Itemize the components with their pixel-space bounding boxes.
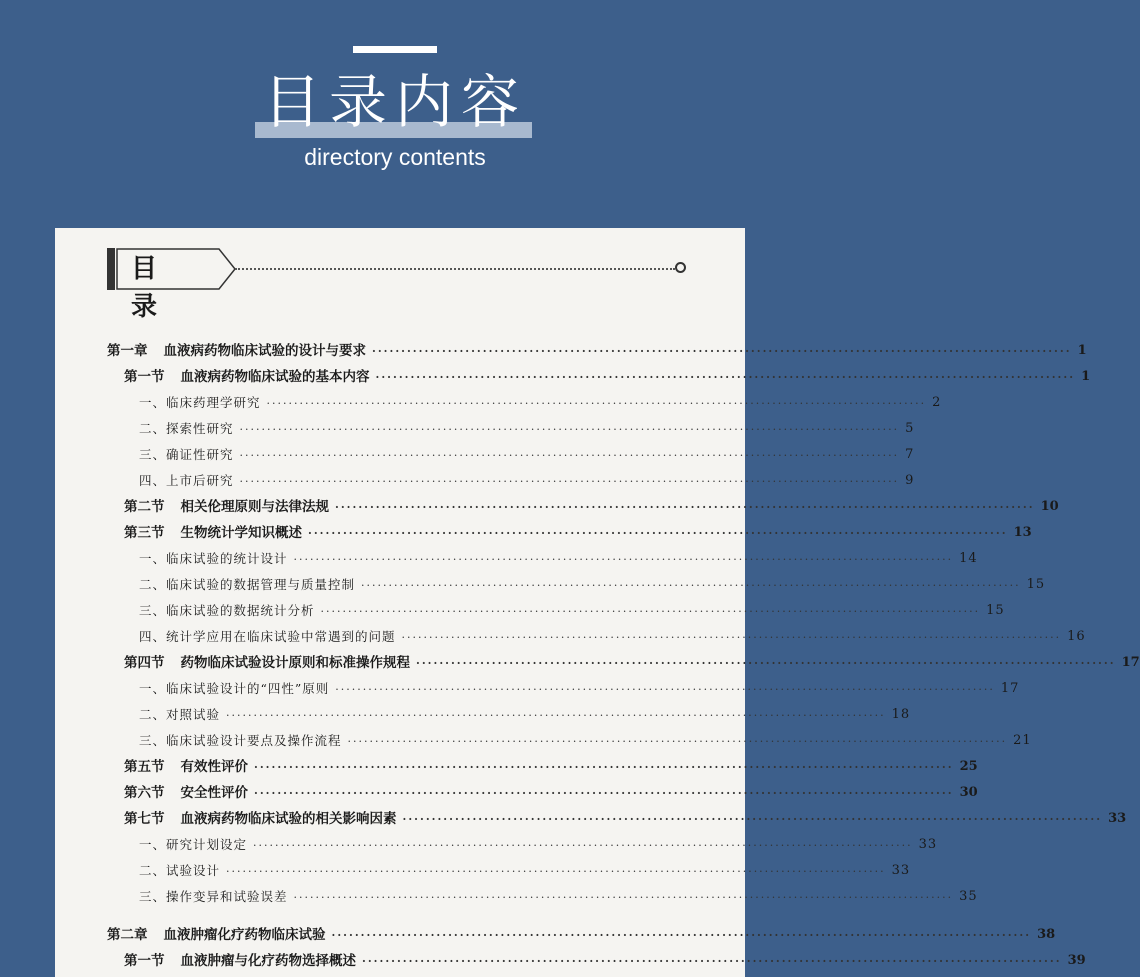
toc-entry-section[interactable] [124,366,1091,388]
toc-heading-box [107,248,235,322]
toc-entry-number: 第二章 [107,927,148,943]
toc-entry-title: 二、探索性研究 [139,421,234,436]
toc-leader-dots: ························································································································ [402,813,1103,826]
toc-entry-section[interactable] [124,652,1140,674]
toc-page-number: 15 [986,603,1005,618]
toc-leader-dots: ························································································································ [375,371,1076,384]
toc-entry-title: 二、试验设计 [139,863,221,878]
toc-entry-label [124,496,329,518]
toc-page-number: 5 [905,421,915,436]
toc-entry-label [124,756,248,778]
toc-page-number: 9 [905,473,915,488]
toc-page-number: 10 [1040,499,1059,514]
toc-entry-title: 一、临床试验设计的“四性”原则 [139,681,330,696]
toc-entry-title: 药物临床试验设计原则和标准操作规程 [180,655,410,671]
toc-leader-dots: ························································································································ [401,631,1062,644]
toc-entry-section[interactable] [124,808,1127,830]
toc-page-number: 21 [1013,733,1032,748]
toc-entry-sub[interactable] [139,834,938,856]
toc-entry-title: 安全性评价 [180,785,248,801]
toc-entry-title: 四、上市后研究 [139,473,234,488]
toc-leader-dots: ························································································································ [416,657,1116,670]
toc-page-number: 1 [1077,343,1087,358]
toc-entry-number: 第一节 [124,369,165,385]
toc-entry-sub[interactable] [139,860,911,882]
toc-page-number: 33 [891,863,911,878]
toc-page-number: 30 [959,785,978,800]
toc-entry-sub[interactable] [139,886,978,908]
page-subtitle: directory contents [304,144,486,170]
toc-entry-sub[interactable] [139,574,1046,596]
toc-entry-title: 血液病药物临床试验的设计与要求 [163,343,366,359]
toc-leader-dots: ························································································································ [372,345,1072,358]
toc-entry-sub[interactable] [139,626,1086,648]
toc-heading: 目 录 [131,254,180,322]
toc-entry-label [124,652,410,674]
toc-leader-dots: ························································································································ [331,929,1032,942]
toc-entry-label [124,522,302,544]
toc-page [55,228,1140,977]
toc-entry-title: 生物统计学知识概述 [180,525,302,541]
toc-entry-label [139,548,288,570]
toc-entry-section[interactable] [124,950,1086,972]
toc-entry-label [139,418,234,440]
toc-entry-sub[interactable] [139,470,915,492]
toc-page-number: 33 [918,837,938,852]
toc-page-number: 2 [932,395,942,410]
toc-entry-sub[interactable] [139,600,1005,622]
toc-entry-label [139,470,234,492]
toc-entry-title: 血液病药物临床试验的基本内容 [180,369,370,385]
toc-entry-title: 三、临床试验设计要点及操作流程 [139,733,342,748]
toc-leader-dots: ························································································································ [239,423,900,436]
toc-leader-dots: ························································································································ [335,501,1035,514]
toc-entry-number: 第六节 [124,785,165,801]
header-top-bar [353,46,437,53]
toc-leader-dots: ························································································································ [335,683,995,696]
toc-leader-dots: ························································································································ [254,761,954,774]
toc-leader-dots: ························································································································ [362,955,1062,968]
toc-leader-dots: ························································································································ [239,475,900,488]
toc-entry-label [139,730,342,752]
toc-entry-label [139,678,329,700]
toc-entry-title: 一、临床药理学研究 [139,395,261,410]
toc-entry-chapter[interactable] [107,924,1056,946]
toc-entry-number: 第二节 [124,499,165,515]
toc-entry-label [107,340,366,362]
toc-leader-dots: ························································································································ [320,605,981,618]
toc-entry-sub[interactable] [139,418,915,440]
toc-page-number: 18 [891,707,911,722]
toc-leader-dots: ························································································································ [253,839,913,852]
toc-page-number: 14 [959,551,978,566]
toc-entry-label [124,808,397,830]
toc-leader-dots: ························································································································ [293,891,954,904]
toc-entry-title: 血液肿瘤化疗药物临床试验 [163,927,326,943]
toc-leader-dots: ························································································································ [308,527,1008,540]
toc-page-number: 39 [1067,953,1086,968]
toc-entry-section[interactable] [124,522,1032,544]
toc-heading-dotted-line [235,268,675,270]
toc-entry-section[interactable] [124,756,978,778]
toc-entry-sub[interactable] [139,444,915,466]
toc-entry-sub[interactable] [139,704,911,726]
toc-entry-section[interactable] [124,496,1059,518]
toc-leader-dots: ························································································································ [361,579,1021,592]
toc-leader-dots: ························································································································ [293,553,954,566]
toc-entry-title: 一、临床试验的统计设计 [139,551,288,566]
toc-entry-number: 第一章 [107,343,148,359]
toc-entry-label [139,886,288,908]
toc-page-number: 25 [959,759,978,774]
toc-leader-dots: ························································································································ [347,735,1008,748]
toc-entry-title: 血液肿瘤与化疗药物选择概述 [180,953,356,969]
toc-page-number: 15 [1026,577,1046,592]
toc-page-number: 16 [1067,629,1086,644]
toc-entry-label [124,950,356,972]
toc-page-number: 17 [1000,681,1020,696]
toc-entry-label [139,444,234,466]
toc-entry-number: 第七节 [124,811,165,827]
toc-entry-title: 三、操作变异和试验误差 [139,889,288,904]
toc-entry-label [139,574,355,596]
toc-page-number: 35 [959,889,978,904]
toc-entry-chapter[interactable] [107,340,1087,362]
toc-leader-dots: ························································································································ [266,397,927,410]
toc-entry-label [124,366,370,388]
toc-leader-dots: ························································································································ [226,709,886,722]
circle-end-icon [675,262,686,273]
toc-entry-label [124,782,248,804]
toc-entry-title: 相关伦理原则与法律法规 [180,499,329,515]
toc-page-number: 33 [1108,811,1127,826]
toc-page-number: 38 [1037,927,1056,942]
toc-entry-title: 一、研究计划设定 [139,837,248,852]
toc-entry-title: 有效性评价 [180,759,248,775]
toc-page-number: 17 [1121,655,1140,670]
toc-entry-sub[interactable] [139,548,978,570]
toc-entry-label [107,924,326,946]
toc-entry-title: 三、临床试验的数据统计分析 [139,603,315,618]
toc-entry-label [139,392,261,414]
toc-leader-dots: ························································································································ [239,449,900,462]
toc-entry-title: 四、统计学应用在临床试验中常遇到的问题 [139,629,396,644]
toc-page-number: 13 [1013,525,1032,540]
toc-entry-sub[interactable] [139,392,942,414]
toc-entry-title: 血液病药物临床试验的相关影响因素 [180,811,397,827]
toc-entry-sub[interactable] [139,678,1020,700]
toc-entry-label [139,860,220,882]
toc-entry-number: 第五节 [124,759,165,775]
toc-entry-title: 二、对照试验 [139,707,221,722]
toc-entry-label [139,626,396,648]
toc-entry-title: 二、临床试验的数据管理与质量控制 [139,577,356,592]
page-title: 目录内容 [262,68,527,136]
toc-page-number: 7 [905,447,915,462]
toc-entry-number: 第一节 [124,953,165,969]
toc-entry-label [139,834,247,856]
toc-entry-title: 三、确证性研究 [139,447,234,462]
toc-entry-number: 第四节 [124,655,165,671]
toc-entry-label [139,704,220,726]
toc-entry-sub[interactable] [139,730,1032,752]
toc-entry-label [139,600,315,622]
toc-entry-section[interactable] [124,782,978,804]
toc-leader-dots: ························································································································ [254,787,954,800]
toc-entry-number: 第三节 [124,525,165,541]
toc-page-number: 1 [1081,369,1091,384]
toc-leader-dots: ························································································································ [226,865,886,878]
